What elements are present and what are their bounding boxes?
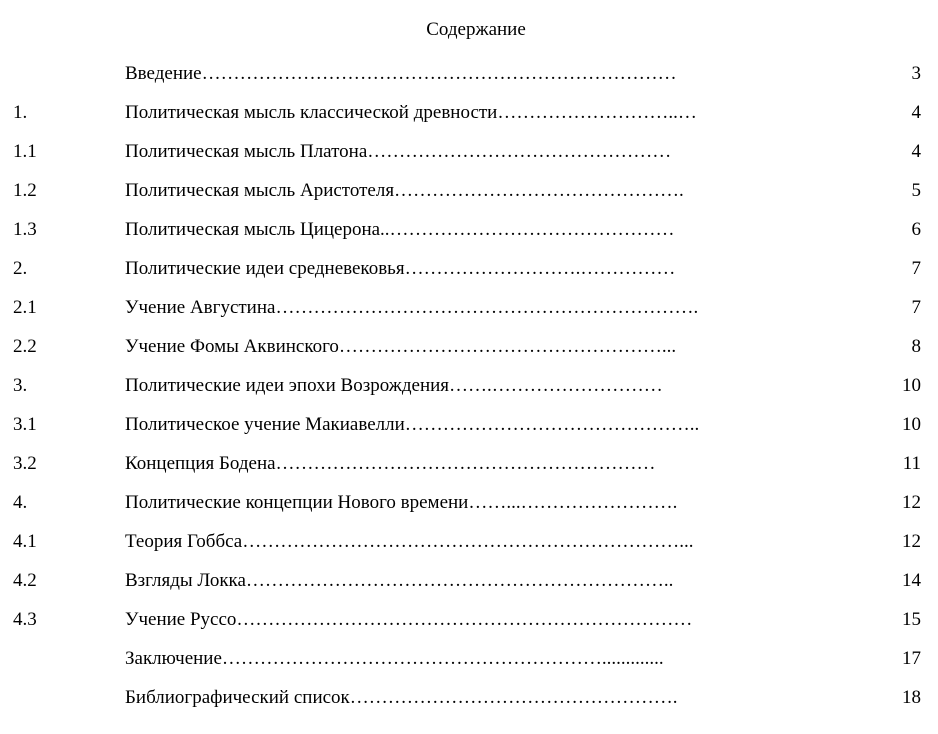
toc-entry-title: Библиографический список……………………………………………. — [125, 687, 678, 708]
toc-entry-title: Взгляды Локка………………………………………………………….. — [125, 570, 674, 591]
toc-entry-number: 1.2 — [13, 180, 37, 201]
toc-entry — [0, 335, 938, 374]
toc-entry-title: Политические концепции Нового времени……...……………………. — [125, 492, 678, 513]
toc-entry-page: 10 — [902, 375, 921, 396]
toc-entry-page: 3 — [911, 63, 921, 84]
toc-entry-number: 4.1 — [13, 531, 37, 552]
toc-entry-page: 14 — [902, 570, 921, 591]
toc-entry-page: 12 — [902, 492, 921, 513]
toc-entry — [0, 218, 938, 257]
toc-entry-title: Введение………………………………………………………………… — [125, 63, 677, 84]
toc-entry — [0, 452, 938, 491]
toc-entry-page: 6 — [911, 219, 921, 240]
toc-entry — [0, 413, 938, 452]
toc-entry-page: 18 — [902, 687, 921, 708]
toc-entry-number: 4.3 — [13, 609, 37, 630]
toc-entry-page: 15 — [902, 609, 921, 630]
toc-entry — [0, 257, 938, 296]
page-title: Содержание — [426, 19, 526, 40]
toc-entry-title: Политическая мысль Цицерона..……………………………………… — [125, 219, 675, 240]
toc-entry-number: 4. — [13, 492, 28, 513]
toc-entry — [0, 101, 938, 140]
toc-entry-title: Концепция Бодена…………………………………………………… — [125, 453, 656, 474]
toc-entry-number: 3.1 — [13, 414, 37, 435]
toc-entry-title: Учение Фомы Аквинского……………………………………………... — [125, 336, 677, 357]
toc-entry-title: Политическое учение Макиавелли……………………………………….. — [125, 414, 700, 435]
toc-entry-title: Политические идеи средневековья……………………….…………… — [125, 258, 676, 279]
toc-entry-page: 11 — [902, 453, 921, 474]
toc-entry-number: 2. — [13, 258, 28, 279]
toc-entry-title: Учение Августина…………………………………………………………. — [125, 297, 699, 318]
toc-entry-number: 4.2 — [13, 570, 37, 591]
toc-entry-page: 12 — [902, 531, 921, 552]
toc-entry-number: 2.1 — [13, 297, 37, 318]
toc-entry-page: 10 — [902, 414, 921, 435]
toc-entry-page: 8 — [911, 336, 921, 357]
toc-entry — [0, 140, 938, 179]
toc-entry-number: 3. — [13, 375, 28, 396]
toc-entry-title: Учение Руссо……………………………………………………………… — [125, 609, 693, 630]
toc-entry — [0, 179, 938, 218]
toc-entry — [0, 62, 938, 101]
toc-entry — [0, 530, 938, 569]
toc-entry-title: Политическая мысль Аристотеля………………………………………. — [125, 180, 684, 201]
toc-entry — [0, 374, 938, 413]
toc-entry-page: 4 — [911, 102, 921, 123]
toc-entry-title: Теория Гоббса……………………………………………………………... — [125, 531, 694, 552]
toc-entry-number: 1.3 — [13, 219, 37, 240]
toc-entry — [0, 569, 938, 608]
toc-entry-title: Политическая мысль классической древности………………………..… — [125, 102, 697, 123]
toc-entry-page: 4 — [911, 141, 921, 162]
toc-entry-title: Политическая мысль Платона………………………………………… — [125, 141, 672, 162]
toc-entry-page: 17 — [902, 648, 921, 669]
toc-entry — [0, 647, 938, 686]
toc-entry-number: 1. — [13, 102, 28, 123]
toc-entry-title: Политические идеи эпохи Возрождения…….……………………… — [125, 375, 663, 396]
toc-entry — [0, 491, 938, 530]
toc-entry-title: Заключение……………………………………………………............. — [125, 648, 664, 669]
toc-entry-page: 7 — [911, 258, 921, 279]
toc-entry — [0, 296, 938, 335]
toc-entry-page: 7 — [911, 297, 921, 318]
toc-entry-number: 1.1 — [13, 141, 37, 162]
toc-entry-page: 5 — [911, 180, 921, 201]
toc-entry — [0, 608, 938, 647]
table-of-contents — [0, 62, 938, 725]
toc-entry-number: 3.2 — [13, 453, 37, 474]
toc-entry-number: 2.2 — [13, 336, 37, 357]
toc-entry — [0, 686, 938, 725]
